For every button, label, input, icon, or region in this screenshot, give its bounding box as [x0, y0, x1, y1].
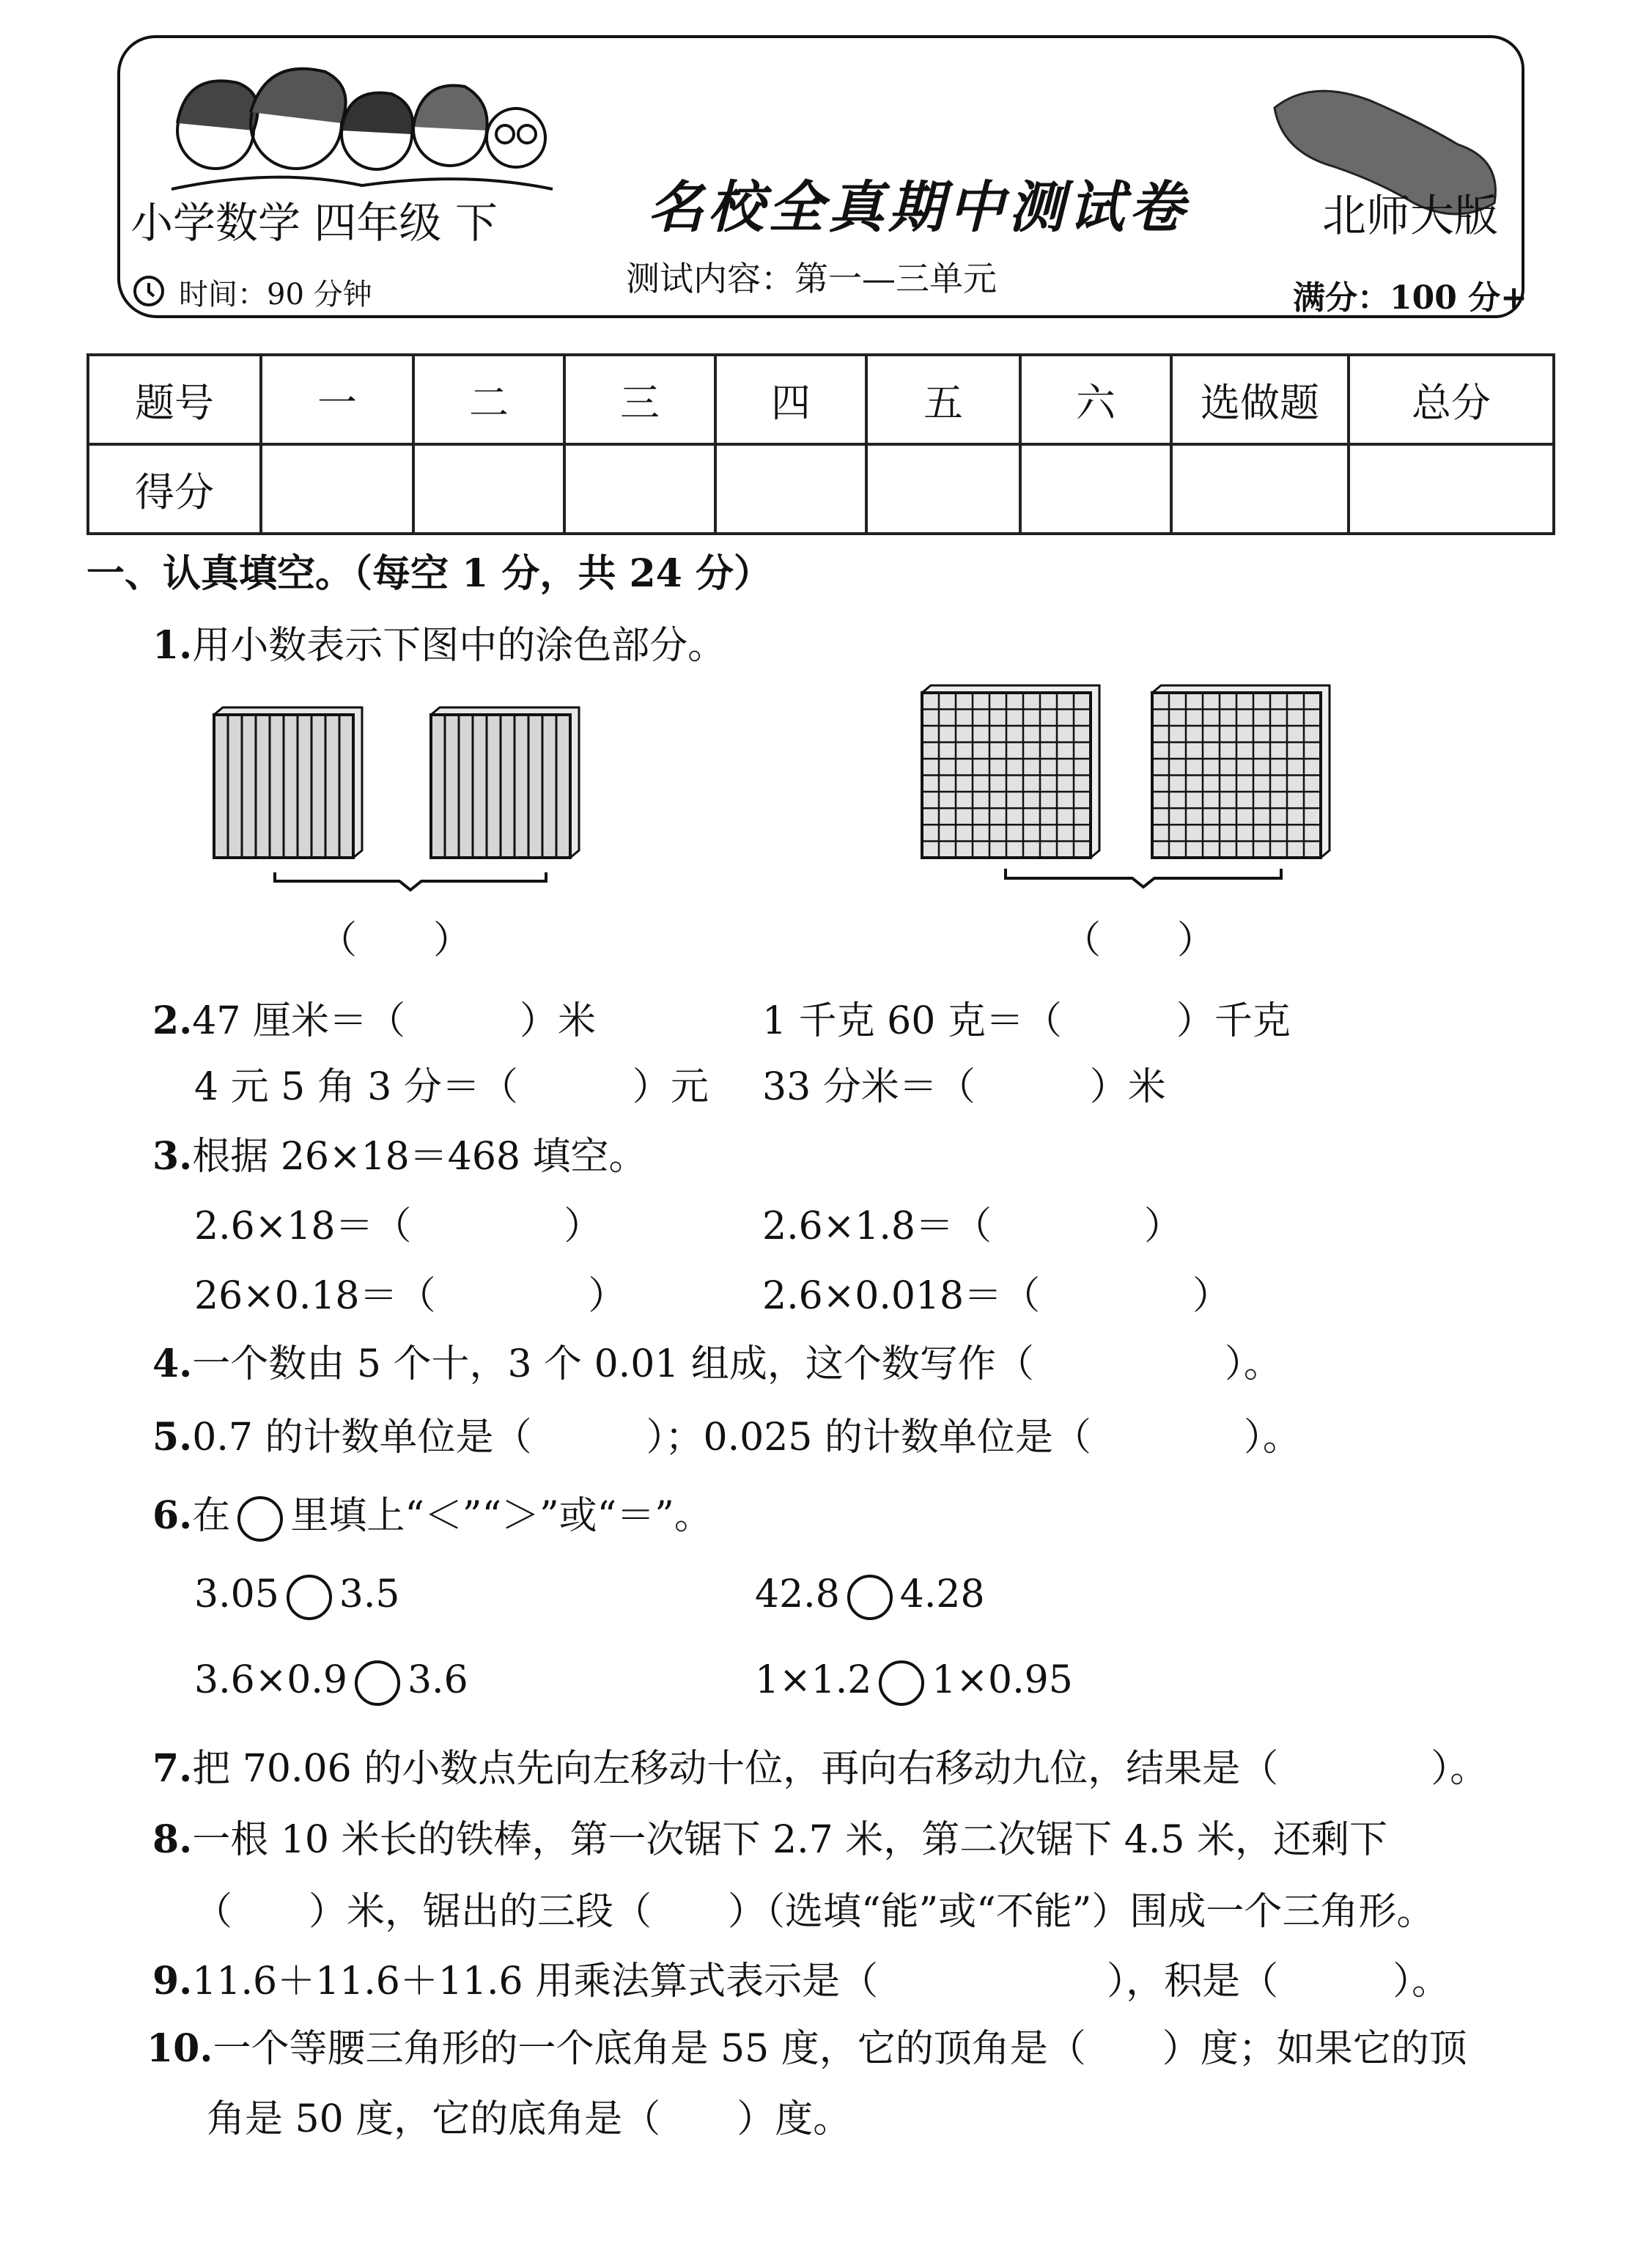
header-cell: 三 — [564, 355, 715, 444]
compare-circle[interactable] — [847, 1575, 893, 1620]
child-hair-2 — [251, 69, 346, 123]
child-hair-4 — [413, 86, 487, 130]
tenth-strips-figure-1 — [214, 707, 362, 858]
block-side — [922, 685, 1099, 858]
subject-label: 小学数学 四年级 下 — [130, 198, 498, 248]
score-cell[interactable] — [564, 444, 715, 534]
score-cell[interactable] — [1349, 444, 1554, 534]
question-10 — [147, 2017, 1467, 2072]
question-text: 11.6＋11.6＋11.6 用乘法算式表示是（ ），积是（ ）。 — [192, 1960, 1450, 2003]
question-number: 7. — [152, 1746, 193, 1791]
compare-circle[interactable] — [355, 1660, 400, 1706]
tenth-strips-figure-2 — [431, 707, 579, 858]
header-cell: 五 — [866, 355, 1020, 444]
brace-left — [275, 872, 546, 890]
time-limit: 时间：90 分钟 — [179, 278, 372, 312]
section-heading: 一、认真填空。（每空 1 分，共 24 分） — [86, 551, 772, 596]
block-face — [214, 715, 353, 858]
question-text-before: 在 — [192, 1494, 231, 1538]
hundred-grid-figure-1 — [922, 685, 1099, 858]
header-cell: 题号 — [88, 355, 261, 444]
score-cell[interactable] — [1020, 444, 1171, 534]
question-number: 3. — [152, 1134, 193, 1179]
question-5[interactable] — [152, 1406, 1301, 1461]
block-face — [431, 715, 570, 858]
header-cell: 总分 — [1349, 355, 1554, 444]
compare-right: 3.5 — [339, 1572, 400, 1616]
question-number: 9. — [152, 1959, 193, 2003]
question-number: 6. — [152, 1493, 193, 1538]
clock-icon — [132, 274, 166, 308]
question-2b[interactable]: 1 千克 60 克＝（ ）千克 — [762, 999, 1291, 1043]
circle-icon — [237, 1496, 283, 1542]
glasses-right — [518, 125, 536, 143]
question-3d[interactable]: 2.6×0.018＝（ ） — [762, 1274, 1231, 1318]
question-2d[interactable]: 33 分米＝（ ）米 — [762, 1065, 1166, 1109]
question-1 — [152, 614, 726, 669]
q2a-text: 47 厘米＝（ ）米 — [192, 999, 596, 1043]
question-number: 10. — [147, 2026, 213, 2071]
question-2c[interactable]: 4 元 5 角 3 分＝（ ）元 — [194, 1065, 709, 1109]
score-cell[interactable] — [261, 444, 413, 534]
question-4[interactable] — [152, 1333, 1282, 1388]
full-score: 满分：100 分+ — [1293, 279, 1528, 317]
block-face — [922, 693, 1091, 858]
question-6c[interactable] — [194, 1658, 468, 1706]
block-side — [1152, 685, 1330, 858]
question-text: 把 70.06 的小数点先向左移动十位，再向右移动九位，结果是（ ）。 — [192, 1747, 1489, 1791]
question-8-line2[interactable]: （ ）米，锯出的三段（ ）（选填“能”或“不能”）围成一个三角形。 — [194, 1890, 1435, 1934]
question-10-line2[interactable]: 角是 50 度，它的底角是（ ）度。 — [207, 2097, 852, 2141]
hundred-grid-figure-2 — [1152, 685, 1330, 858]
question-number: 4. — [152, 1342, 193, 1386]
score-table — [86, 353, 1555, 535]
compare-left: 3.6×0.9 — [194, 1658, 347, 1702]
score-table-score-row — [88, 444, 1554, 534]
child-hair-1 — [177, 81, 258, 130]
question-number: 5. — [152, 1415, 193, 1460]
question-text: 根据 26×18＝468 填空。 — [192, 1135, 647, 1179]
question-number: 1. — [152, 623, 193, 668]
score-cell[interactable] — [413, 444, 564, 534]
question-6a[interactable] — [194, 1572, 399, 1620]
score-label-cell: 得分 — [88, 444, 261, 534]
question-6b[interactable] — [755, 1572, 985, 1620]
header-cell: 一 — [261, 355, 413, 444]
question-text-after: 里填上“＜”“＞”或“＝”。 — [290, 1494, 712, 1538]
compare-circle[interactable] — [879, 1660, 924, 1706]
page-title: 名校全真期中测试卷 — [648, 174, 1189, 240]
compare-left: 42.8 — [755, 1572, 840, 1616]
brace-right — [1006, 869, 1281, 887]
edition-label: 北师大版 — [1322, 191, 1498, 242]
score-cell[interactable] — [1171, 444, 1349, 534]
question-7[interactable] — [152, 1737, 1488, 1792]
question-6d[interactable] — [755, 1658, 1073, 1706]
question-text: 用小数表示下图中的涂色部分。 — [192, 624, 726, 668]
q1-answer-blank-left[interactable]: （ ） — [319, 919, 472, 963]
question-number: 8. — [152, 1817, 193, 1862]
question-text-line1: 一个等腰三角形的一个底角是 55 度，它的顶角是（ ）度；如果它的顶 — [213, 2027, 1467, 2071]
header-cell: 六 — [1020, 355, 1171, 444]
content-range: 测试内容：第一—三单元 — [626, 259, 997, 298]
header-cell: 二 — [413, 355, 564, 444]
question-6 — [152, 1484, 712, 1542]
question-3b[interactable]: 2.6×1.8＝（ ） — [762, 1204, 1182, 1248]
compare-right: 3.6 — [407, 1658, 468, 1702]
children-illustration — [157, 43, 567, 196]
question-3c[interactable]: 26×0.18＝（ ） — [194, 1274, 627, 1318]
glasses-left — [496, 125, 514, 143]
compare-circle[interactable] — [287, 1575, 332, 1620]
header-banner — [117, 35, 1528, 318]
score-cell[interactable] — [866, 444, 1020, 534]
block-side — [431, 707, 579, 858]
block-side — [214, 707, 362, 858]
q1-answer-blank-right[interactable]: （ ） — [1063, 919, 1216, 963]
compare-left: 3.05 — [194, 1572, 279, 1616]
child-hair-3 — [342, 93, 413, 134]
question-text: 0.7 的计数单位是（ ）；0.025 的计数单位是（ ）。 — [192, 1416, 1301, 1460]
score-table-header-row — [88, 355, 1554, 444]
question-2a[interactable] — [152, 990, 596, 1045]
question-text: 一个数由 5 个十，3 个 0.01 组成，这个数写作（ ）。 — [192, 1342, 1282, 1386]
header-cell: 选做题 — [1171, 355, 1349, 444]
compare-right: 4.28 — [899, 1572, 985, 1616]
question-9[interactable] — [152, 1950, 1450, 2005]
compare-right: 1×0.95 — [932, 1658, 1073, 1702]
header-cell: 四 — [715, 355, 866, 444]
compare-left: 1×1.2 — [755, 1658, 872, 1702]
question-8 — [152, 1808, 1387, 1863]
score-cell[interactable] — [715, 444, 866, 534]
block-face — [1152, 693, 1321, 858]
question-3 — [152, 1125, 647, 1180]
question-text-line1: 一根 10 米长的铁棒，第一次锯下 2.7 米，第二次锯下 4.5 米，还剩下 — [192, 1818, 1388, 1862]
question-number: 2. — [152, 998, 193, 1043]
question-3a[interactable]: 2.6×18＝（ ） — [194, 1204, 602, 1248]
